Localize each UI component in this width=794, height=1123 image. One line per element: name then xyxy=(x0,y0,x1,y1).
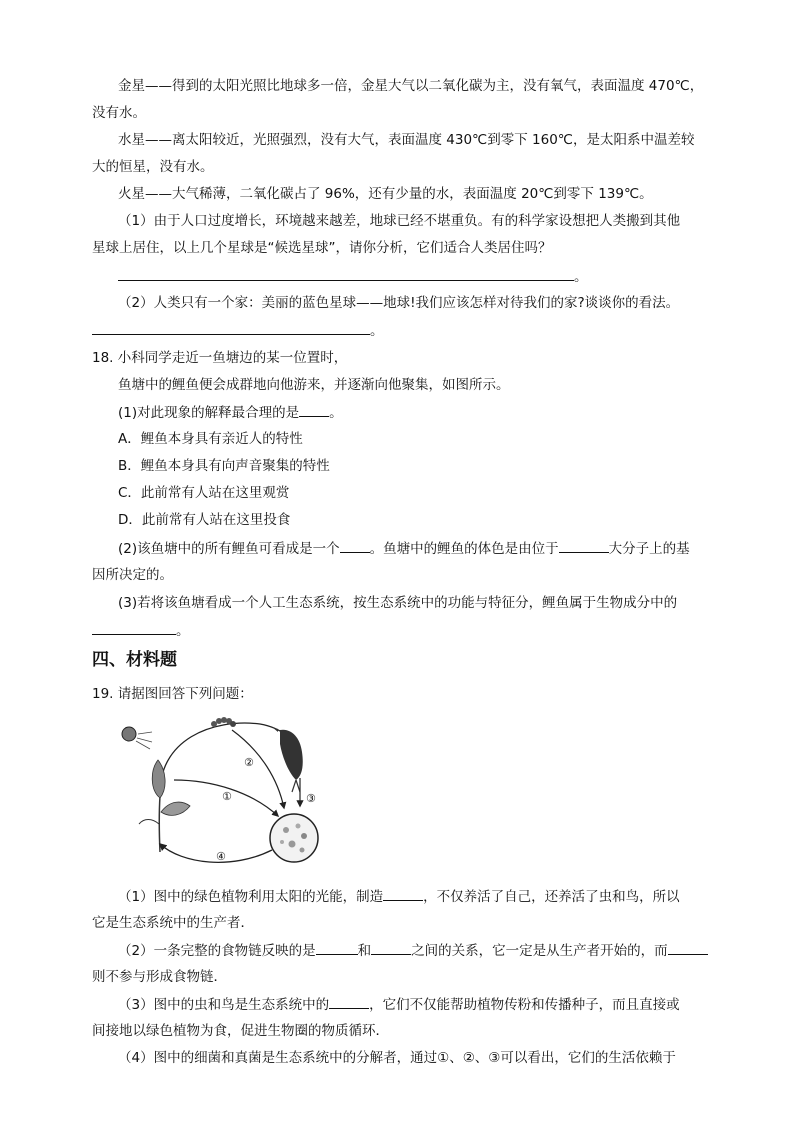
answer-blank[interactable] xyxy=(329,994,369,1009)
text-mars: 火星——大气稀薄，二氧化碳占了 96%，还有少量的水，表面温度 20℃到零下 139℃。 xyxy=(118,186,653,202)
question-18-stem: 18. 小科同学走近一鱼塘边的某一位置时， xyxy=(92,350,348,366)
option-c: C．此前常有人站在这里观赏 xyxy=(118,485,290,501)
label-1: ① xyxy=(222,790,232,803)
answer-blank[interactable] xyxy=(92,620,176,635)
question-19-3-cont: 间接地以绿色植物为食，促进生物圈的物质循环． xyxy=(92,1023,389,1039)
text-mercury: 水星——离太阳较近，光照强烈，没有大气，表面温度 430℃到零下 160℃，是太阳系中温差较 xyxy=(118,132,695,148)
bird-icon xyxy=(272,727,303,792)
question-19-stem: 19. 请据图回答下列问题： xyxy=(92,686,253,702)
answer-line-17-2: 。 xyxy=(92,320,384,341)
text-mercury-cont: 大的恒星，没有水。 xyxy=(92,159,214,175)
decomposers-icon xyxy=(270,814,318,862)
option-b: B．鲤鱼本身具有向声音聚集的特性 xyxy=(118,458,330,474)
label-2: ② xyxy=(244,756,254,769)
question-17-2: （2）人类只有一个家：美丽的蓝色星球——地球!我们应该怎样对待我们的家?谈谈你的看法。 xyxy=(118,295,680,311)
answer-blank[interactable] xyxy=(92,320,370,335)
question-18-3: (3)若将该鱼塘看成一个人工生态系统，按生态系统中的功能与特征分，鲤鱼属于生物成分中的 xyxy=(118,595,678,611)
answer-blank[interactable] xyxy=(559,538,609,553)
question-19-1-cont: 它是生态系统中的生产者． xyxy=(92,915,254,931)
question-19-2: （2）一条完整的食物链反映的是 和 之间的关系，它一定是从生产者开始的，而 xyxy=(118,940,708,961)
section-heading: 四、材料题 xyxy=(92,650,177,670)
question-19-1: （1）图中的绿色植物利用太阳的光能，制造 ，不仅养活了自己，还养活了虫和鸟，所以 xyxy=(118,886,680,907)
question-19-4: （4）图中的细菌和真菌是生态系统中的分解者，通过①、②、③可以看出，它们的生活依赖于 xyxy=(118,1050,676,1066)
plant-icon xyxy=(139,760,190,852)
question-19-2-cont: 则不参与形成食物链． xyxy=(92,969,227,985)
answer-line-18-3: 。 xyxy=(92,620,190,641)
text-venus-cont: 没有水。 xyxy=(92,105,146,121)
answer-line-17-1: 。 xyxy=(118,266,588,287)
answer-blank[interactable] xyxy=(668,940,708,955)
option-a: A．鲤鱼本身具有亲近人的特性 xyxy=(118,431,303,447)
answer-blank[interactable] xyxy=(118,266,574,281)
question-18-2-cont: 因所决定的。 xyxy=(92,567,173,583)
label-3: ③ xyxy=(306,792,316,805)
arrow-insect-to-decomposers xyxy=(232,730,284,808)
answer-blank[interactable] xyxy=(383,886,423,901)
question-18-1: (1)对此现象的解释最合理的是 。 xyxy=(118,402,343,423)
option-d: D．此前常有人站在这里投食 xyxy=(118,512,291,528)
sun-icon xyxy=(122,727,152,749)
question-18-stem-cont: 鱼塘中的鲤鱼便会成群地向他游来，并逐渐向他聚集，如图所示。 xyxy=(118,377,510,393)
question-17-1-line1: （1）由于人口过度增长，环境越来越差，地球已经不堪重负。有的科学家设想把人类搬到其他 xyxy=(118,213,681,229)
question-18-2: (2)该鱼塘中的所有鲤鱼可看成是一个 。鱼塘中的鲤鱼的体色是由位于 大分子上的基 xyxy=(118,538,690,559)
answer-blank[interactable] xyxy=(299,402,329,417)
question-17-1-line2: 星球上居住，以上几个星球是“候选星球”，请你分析，它们适合人类居住吗？ xyxy=(92,240,552,256)
answer-blank[interactable] xyxy=(340,538,370,553)
question-19-3: （3）图中的虫和鸟是生态系统中的 ，它们不仅能帮助植物传粉和传播种子，而且直接或 xyxy=(118,994,680,1015)
ecosystem-cycle-diagram xyxy=(112,712,327,872)
answer-blank[interactable] xyxy=(371,940,411,955)
label-4: ④ xyxy=(216,850,226,863)
answer-blank[interactable] xyxy=(316,940,358,955)
text-venus: 金星——得到的太阳光照比地球多一倍，金星大气以二氧化碳为主，没有氧气，表面温度 470℃， xyxy=(118,78,704,94)
